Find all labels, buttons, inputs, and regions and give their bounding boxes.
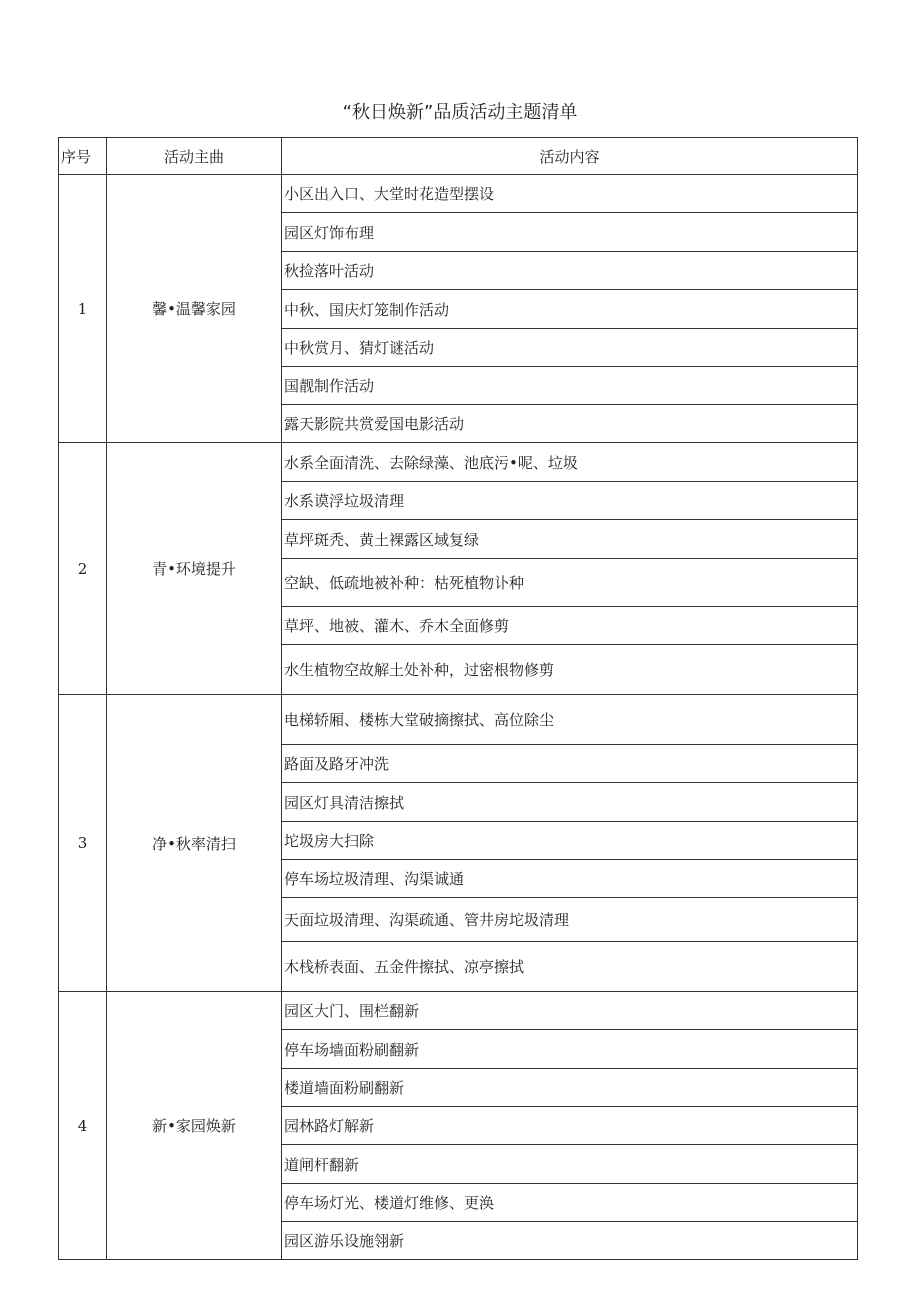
activity-item: 停车场墙面粉刷翻新 bbox=[282, 1030, 858, 1069]
activity-item: 园区灯饰布理 bbox=[282, 213, 858, 252]
table-row bbox=[59, 992, 858, 1030]
header-index: 序号 bbox=[59, 138, 107, 175]
activity-item: 秋捡落叶活动 bbox=[282, 252, 858, 290]
activity-item: 水系全面清洗、去除绿藻、池底污•呢、垃圾 bbox=[282, 443, 858, 482]
activity-item: 停车场灯光、楼道灯维修、更涣 bbox=[282, 1184, 858, 1222]
activity-item: 停车场垃圾清理、沟渠诚通 bbox=[282, 860, 858, 898]
activity-item: 天面垃圾清理、沟渠疏通、管井房坨圾清理 bbox=[282, 898, 858, 942]
activity-item: 露天影院共赏爱国电影活动 bbox=[282, 405, 858, 443]
activity-item: 楼道墙面粉刷翻新 bbox=[282, 1069, 858, 1107]
header-content: 活动内容 bbox=[282, 138, 858, 175]
activity-item: 园区灯具清洁擦拭 bbox=[282, 783, 858, 822]
activity-item: 坨圾房大扫除 bbox=[282, 822, 858, 860]
activity-item: 电梯轿厢、楼栋大堂破摘擦拭、高位除尘 bbox=[282, 695, 858, 745]
activity-item: 园区大门、围栏翻新 bbox=[282, 992, 858, 1030]
activity-item: 木栈桥表面、五金件擦拭、凉亭擦拭 bbox=[282, 942, 858, 992]
activity-item: 路面及路牙冲洗 bbox=[282, 745, 858, 783]
header-theme: 活动主曲 bbox=[107, 138, 282, 175]
activity-item: 水生植物空故解土处补种，过密根物修剪 bbox=[282, 645, 858, 695]
activity-item: 园区游乐设施翎新 bbox=[282, 1222, 858, 1260]
activity-item: 国靓制作活动 bbox=[282, 367, 858, 405]
row-number: 2 bbox=[59, 443, 107, 695]
activity-table bbox=[58, 137, 858, 1260]
activity-item: 道闸杆翻新 bbox=[282, 1145, 858, 1184]
row-number: 1 bbox=[59, 175, 107, 443]
table-row bbox=[59, 175, 858, 213]
activity-theme: 净•秋率清扫 bbox=[107, 695, 282, 992]
table-header-row bbox=[59, 138, 858, 175]
table-body bbox=[59, 175, 858, 1260]
row-number: 4 bbox=[59, 992, 107, 1260]
table-row bbox=[59, 443, 858, 482]
activity-item: 小区出入口、大堂时花造型摆设 bbox=[282, 175, 858, 213]
activity-item: 园林路灯解新 bbox=[282, 1107, 858, 1145]
activity-item: 空缺、低疏地被补种：枯死植物讣种 bbox=[282, 559, 858, 607]
activity-theme: 新•家园焕新 bbox=[107, 992, 282, 1260]
table-row bbox=[59, 695, 858, 745]
activity-item: 草坪斑秃、黄土裸露区域复绿 bbox=[282, 520, 858, 559]
row-number: 3 bbox=[59, 695, 107, 992]
activity-theme: 馨•温馨家园 bbox=[107, 175, 282, 443]
activity-item: 草坪、地被、灌木、乔木全面修剪 bbox=[282, 607, 858, 645]
page-title: “秋日焕新”品质活动主题清单 bbox=[342, 102, 578, 123]
activity-item: 水系谟浮垃圾清理 bbox=[282, 482, 858, 520]
activity-item: 中秋、国庆灯笼制作活动 bbox=[282, 290, 858, 329]
activity-item: 中秋赏月、猜灯谜活动 bbox=[282, 329, 858, 367]
activity-theme: 青•环境提升 bbox=[107, 443, 282, 695]
